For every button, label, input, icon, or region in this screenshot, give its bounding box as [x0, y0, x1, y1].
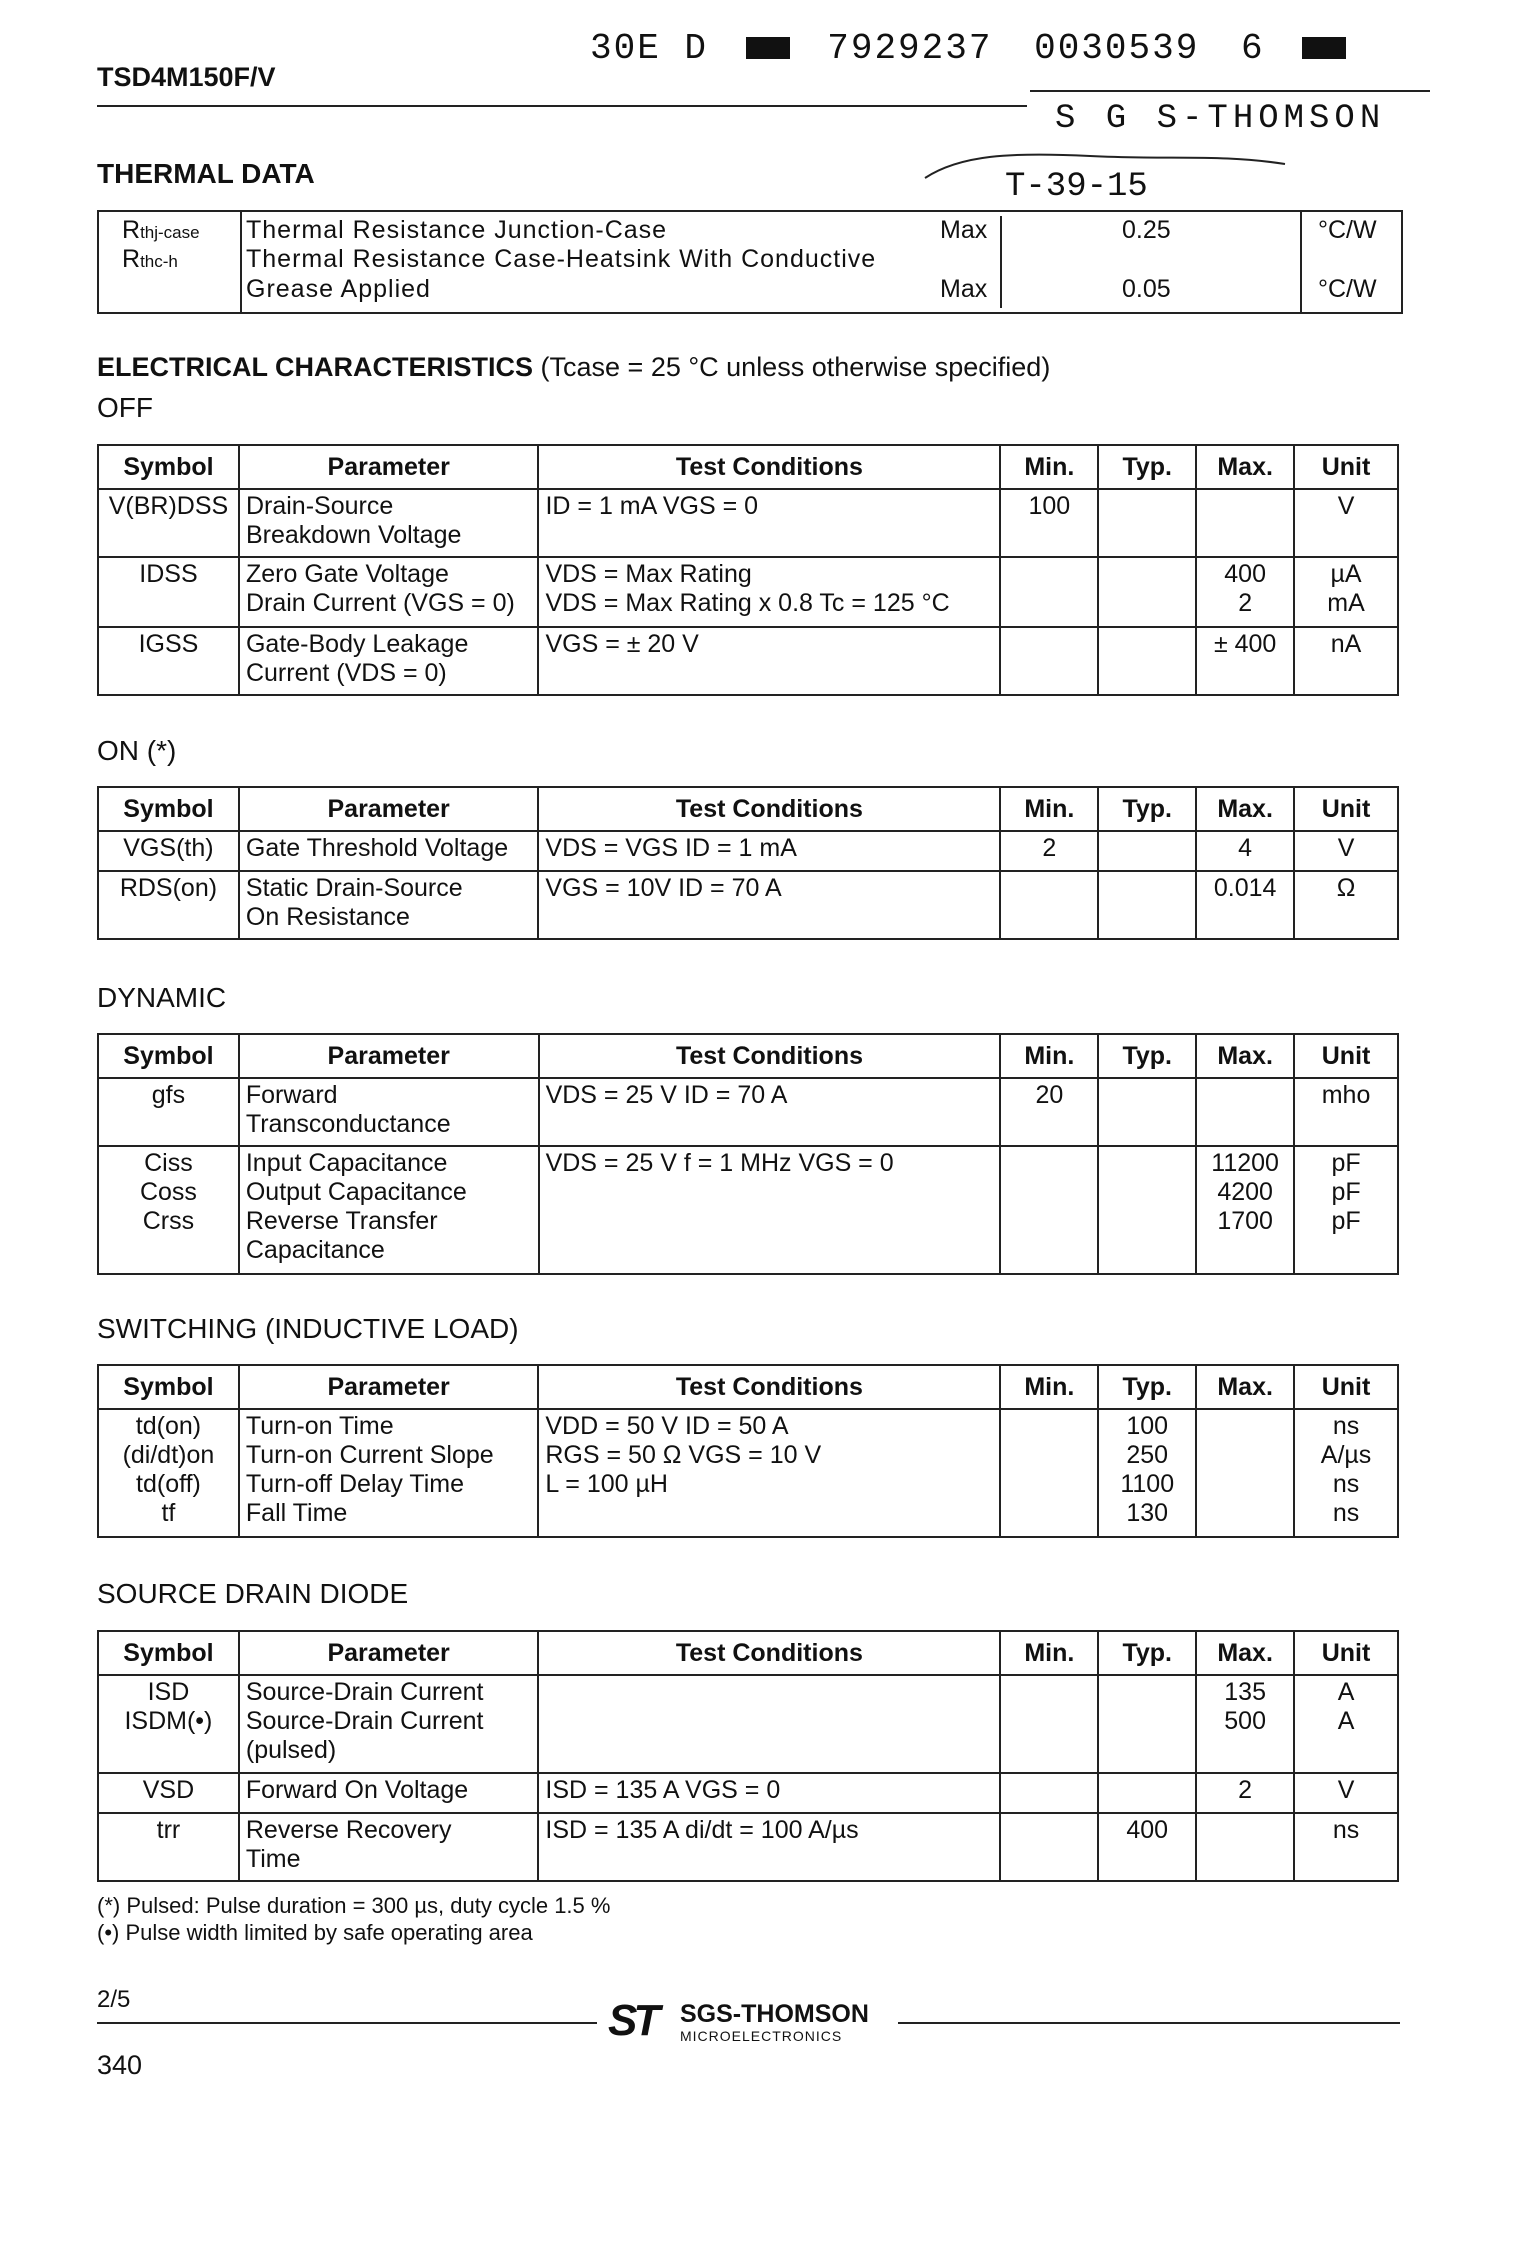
footnote-pulsed: (*) Pulsed: Pulse duration = 300 µs, duty cycle 1.5 % — [97, 1893, 611, 1918]
table-row: Ciss Coss Crss Input Capacitance Output Capacitance Reverse Transfer Capacitance VDS = 25 V f = 1 MHz VGS = 0 11200 4200 1700 pF pF pF — [98, 1146, 1398, 1274]
thermal-param-1: Thermal Resistance Junction-Case — [246, 216, 668, 244]
table-row: ISD ISDM(•) Source-Drain Current Source-Drain Current (pulsed) 135 500 A A — [98, 1675, 1398, 1773]
on-table — [97, 786, 1399, 940]
switching-title: SWITCHING (INDUCTIVE LOAD) — [97, 1313, 519, 1344]
table-header-row: Symbol Parameter Test Conditions Min. Typ. Max. Unit — [98, 1365, 1398, 1409]
table-header-row: Symbol Parameter Test Conditions Min. Typ. Max. Unit — [98, 787, 1398, 831]
header-codes — [590, 28, 1360, 69]
logo-subtitle: MICROELECTRONICS — [680, 2028, 843, 2044]
table-header-row: Symbol Parameter Test Conditions Min. Typ. Max. Unit — [98, 1631, 1398, 1675]
logo-company-name: SGS-THOMSON — [680, 2000, 869, 2028]
thermal-param-2b: Grease Applied — [246, 275, 431, 303]
table-row: V(BR)DSS Drain-Source Breakdown Voltage ID = 1 mA VGS = 0 100 V — [98, 489, 1398, 557]
table-row: IGSS Gate-Body Leakage Current (VDS = 0) VGS = ± 20 V ± 400 nA — [98, 627, 1398, 695]
header-code-d: 6 — [1240, 28, 1265, 69]
thermal-symbol-2: Rthc-h — [122, 245, 178, 273]
table-header-row: Symbol Parameter Test Conditions Min. Typ. Max. Unit — [98, 445, 1398, 489]
header-rule — [97, 105, 1027, 107]
sgs-thomson-logo — [608, 1998, 888, 2048]
thermal-value-1: 0.25 — [1122, 216, 1171, 244]
table-row: gfs Forward Transconductance VDS = 25 V ID = 70 A 20 mho — [98, 1078, 1398, 1146]
header-code-a: 30E D — [590, 28, 709, 69]
table-row: trr Reverse Recovery Time ISD = 135 A di/dt = 100 A/µs 400 ns — [98, 1813, 1398, 1881]
table-header-row: Symbol Parameter Test Conditions Min. Typ. Max. Unit — [98, 1034, 1398, 1078]
diode-title: SOURCE DRAIN DIODE — [97, 1578, 409, 1609]
page-indicator: 2/5 — [97, 1986, 131, 2013]
off-title: OFF — [97, 392, 153, 423]
table-row: VGS(th) Gate Threshold Voltage VDS = VGS ID = 1 mA 2 4 V — [98, 831, 1398, 871]
thermal-kind-2: Max — [940, 275, 988, 303]
company-name: S G S-THOMSON — [1055, 100, 1386, 138]
dynamic-title: DYNAMIC — [97, 982, 227, 1013]
header-code-c: 0030539 — [1034, 28, 1200, 69]
table-row: VSD Forward On Voltage ISD = 135 A VGS = 0 2 V — [98, 1773, 1398, 1813]
thermal-param-2: Thermal Resistance Case-Heatsink With Conductive — [246, 245, 877, 273]
stamp-code: T-39-15 — [1005, 168, 1148, 206]
thermal-title: THERMAL DATA — [97, 158, 315, 189]
thermal-unit-1: °C/W — [1318, 216, 1377, 244]
electrical-heading: ELECTRICAL CHARACTERISTICS (Tcase = 25 °C unless otherwise specified) — [97, 352, 1051, 382]
thermal-symbol-1: Rthj-case — [122, 216, 200, 244]
part-number: TSD4M150F/V — [97, 62, 276, 92]
thermal-value-2: 0.05 — [1122, 275, 1171, 303]
dynamic-table — [97, 1033, 1399, 1275]
footer-rule-left — [97, 2022, 597, 2024]
on-title: ON (*) — [97, 735, 177, 766]
table-row: td(on) (di/dt)on td(off) tf Turn-on Time Turn-on Current Slope Turn-off Delay Time Fall Time VDD = 50 V ID = 50 A RGS = 50 Ω VGS = 10 V L = 100 µH 100 250 1100 130 ns A/µs ns ns — [98, 1409, 1398, 1537]
black-block-icon — [1302, 37, 1346, 59]
table-row: IDSS Zero Gate Voltage Drain Current (VGS = 0) VDS = Max Rating VDS = Max Rating x 0.8 Tc = 125 °C 400 2 µA mA — [98, 557, 1398, 627]
footer-rule-right — [898, 2022, 1400, 2024]
diode-table — [97, 1630, 1399, 1882]
page-number: 340 — [97, 2050, 143, 2080]
off-table — [97, 444, 1399, 696]
st-logo-icon: ST — [608, 1996, 657, 2045]
header-code-b: 7929237 — [827, 28, 993, 69]
black-block-icon — [746, 37, 790, 59]
header-rule-right — [1030, 90, 1430, 92]
table-row: RDS(on) Static Drain-Source On Resistance VGS = 10V ID = 70 A 0.014 Ω — [98, 871, 1398, 939]
thermal-unit-2: °C/W — [1318, 275, 1377, 303]
thermal-kind-1: Max — [940, 216, 988, 244]
switching-table — [97, 1364, 1399, 1538]
footnote-pulse-width: (•) Pulse width limited by safe operating area — [97, 1920, 533, 1945]
